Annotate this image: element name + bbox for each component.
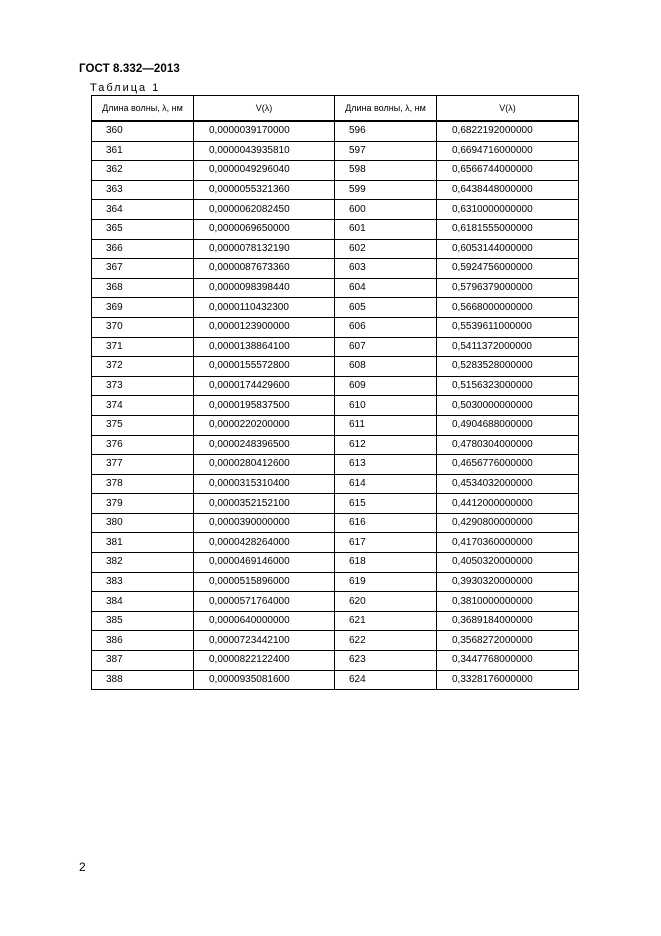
v-lambda-cell: 0,0000138864100 — [194, 337, 335, 357]
v-lambda-cell: 0,0000087673360 — [194, 259, 335, 279]
wavelength-cell: 383 — [92, 572, 194, 592]
v-lambda-cell: 0,0000723442100 — [194, 631, 335, 651]
wavelength-cell: 619 — [335, 572, 437, 592]
wavelength-cell: 602 — [335, 239, 437, 259]
v-lambda-cell: 0,0000390000000 — [194, 513, 335, 533]
table-row — [92, 494, 579, 514]
wavelength-cell: 380 — [92, 513, 194, 533]
v-lambda-cell: 0,0000640000000 — [194, 611, 335, 631]
table-row — [92, 474, 579, 494]
v-lambda-cell: 0,4290800000000 — [437, 513, 579, 533]
wavelength-cell: 613 — [335, 455, 437, 475]
wavelength-cell: 600 — [335, 200, 437, 220]
v-lambda-cell: 0,0000098398440 — [194, 278, 335, 298]
column-header-wavelength: Длина волны, λ, нм — [335, 96, 437, 122]
column-header-v-lambda: V(λ) — [437, 96, 579, 122]
wavelength-cell: 601 — [335, 219, 437, 239]
v-lambda-cell: 0,5796379000000 — [437, 278, 579, 298]
wavelength-cell: 369 — [92, 298, 194, 318]
v-lambda-cell: 0,0000055321360 — [194, 180, 335, 200]
table-row — [92, 670, 579, 690]
table-row — [92, 376, 579, 396]
wavelength-cell: 373 — [92, 376, 194, 396]
v-lambda-cell: 0,4904688000000 — [437, 415, 579, 435]
table-row — [92, 239, 579, 259]
v-lambda-cell: 0,0000174429600 — [194, 376, 335, 396]
wavelength-cell: 375 — [92, 415, 194, 435]
table-row — [92, 357, 579, 377]
v-lambda-cell: 0,0000428264000 — [194, 533, 335, 553]
wavelength-cell: 615 — [335, 494, 437, 514]
v-lambda-cell: 0,4534032000000 — [437, 474, 579, 494]
wavelength-cell: 611 — [335, 415, 437, 435]
table-row — [92, 180, 579, 200]
column-header-v-lambda: V(λ) — [194, 96, 335, 122]
v-lambda-cell: 0,6438448000000 — [437, 180, 579, 200]
v-lambda-cell: 0,0000123900000 — [194, 317, 335, 337]
table-row — [92, 572, 579, 592]
v-lambda-cell: 0,5539611000000 — [437, 317, 579, 337]
wavelength-cell: 361 — [92, 141, 194, 161]
v-lambda-cell: 0,5668000000000 — [437, 298, 579, 318]
v-lambda-cell: 0,6053144000000 — [437, 239, 579, 259]
v-lambda-cell: 0,6566744000000 — [437, 161, 579, 181]
table-row — [92, 278, 579, 298]
v-lambda-cell: 0,6822192000000 — [437, 121, 579, 141]
v-lambda-cell: 0,0000571764000 — [194, 592, 335, 612]
table-row — [92, 259, 579, 279]
table-row — [92, 337, 579, 357]
wavelength-cell: 371 — [92, 337, 194, 357]
wavelength-cell: 612 — [335, 435, 437, 455]
wavelength-cell: 374 — [92, 396, 194, 416]
table-row — [92, 141, 579, 161]
v-lambda-cell: 0,0000110432300 — [194, 298, 335, 318]
wavelength-cell: 372 — [92, 357, 194, 377]
v-lambda-cell: 0,6694716000000 — [437, 141, 579, 161]
v-lambda-cell: 0,0000195837500 — [194, 396, 335, 416]
v-lambda-cell: 0,5924756000000 — [437, 259, 579, 279]
wavelength-cell: 362 — [92, 161, 194, 181]
table-row — [92, 317, 579, 337]
wavelength-cell: 604 — [335, 278, 437, 298]
wavelength-cell: 368 — [92, 278, 194, 298]
wavelength-cell: 607 — [335, 337, 437, 357]
wavelength-cell: 597 — [335, 141, 437, 161]
table-row — [92, 611, 579, 631]
wavelength-cell: 608 — [335, 357, 437, 377]
wavelength-cell: 386 — [92, 631, 194, 651]
v-lambda-cell: 0,5283528000000 — [437, 357, 579, 377]
wavelength-cell: 366 — [92, 239, 194, 259]
wavelength-cell: 621 — [335, 611, 437, 631]
v-lambda-cell: 0,0000043935810 — [194, 141, 335, 161]
table-body — [92, 121, 579, 690]
wavelength-cell: 377 — [92, 455, 194, 475]
wavelength-cell: 367 — [92, 259, 194, 279]
table-row — [92, 396, 579, 416]
v-lambda-cell: 0,0000280412600 — [194, 455, 335, 475]
v-lambda-cell: 0,3328176000000 — [437, 670, 579, 690]
v-lambda-cell: 0,0000078132190 — [194, 239, 335, 259]
v-lambda-cell: 0,0000248396500 — [194, 435, 335, 455]
v-lambda-cell: 0,0000315310400 — [194, 474, 335, 494]
wavelength-cell: 381 — [92, 533, 194, 553]
wavelength-cell: 365 — [92, 219, 194, 239]
column-header-wavelength: Длина волны, λ, нм — [92, 96, 194, 122]
wavelength-cell: 622 — [335, 631, 437, 651]
wavelength-cell: 624 — [335, 670, 437, 690]
wavelength-cell: 606 — [335, 317, 437, 337]
wavelength-cell: 599 — [335, 180, 437, 200]
wavelength-cell: 609 — [335, 376, 437, 396]
wavelength-cell: 387 — [92, 651, 194, 671]
v-lambda-cell: 0,3568272000000 — [437, 631, 579, 651]
wavelength-cell: 620 — [335, 592, 437, 612]
wavelength-cell: 623 — [335, 651, 437, 671]
table-row — [92, 651, 579, 671]
wavelength-cell: 603 — [335, 259, 437, 279]
table-row — [92, 592, 579, 612]
v-lambda-cell: 0,5411372000000 — [437, 337, 579, 357]
v-lambda-cell: 0,6181555000000 — [437, 219, 579, 239]
v-lambda-cell: 0,4780304000000 — [437, 435, 579, 455]
table-row — [92, 513, 579, 533]
v-lambda-cell: 0,4170360000000 — [437, 533, 579, 553]
wavelength-cell: 363 — [92, 180, 194, 200]
wavelength-cell: 376 — [92, 435, 194, 455]
v-lambda-cell: 0,0000822122400 — [194, 651, 335, 671]
wavelength-cell: 384 — [92, 592, 194, 612]
document-code: ГОСТ 8.332—2013 — [79, 63, 180, 75]
page-number: 2 — [79, 860, 86, 874]
v-lambda-cell: 0,0000515896000 — [194, 572, 335, 592]
wavelength-cell: 378 — [92, 474, 194, 494]
table-caption: Таблица 1 — [90, 82, 161, 94]
wavelength-cell: 370 — [92, 317, 194, 337]
v-lambda-cell: 0,5156323000000 — [437, 376, 579, 396]
v-lambda-cell: 0,0000220200000 — [194, 415, 335, 435]
v-lambda-cell: 0,0000352152100 — [194, 494, 335, 514]
wavelength-cell: 364 — [92, 200, 194, 220]
wavelength-cell: 614 — [335, 474, 437, 494]
table-row — [92, 298, 579, 318]
wavelength-cell: 379 — [92, 494, 194, 514]
wavelength-cell: 596 — [335, 121, 437, 141]
v-lambda-cell: 0,0000469146000 — [194, 553, 335, 573]
table-row — [92, 435, 579, 455]
v-lambda-cell: 0,4050320000000 — [437, 553, 579, 573]
v-lambda-cell: 0,4656776000000 — [437, 455, 579, 475]
wavelength-cell: 388 — [92, 670, 194, 690]
table-row — [92, 533, 579, 553]
v-lambda-cell: 0,0000069650000 — [194, 219, 335, 239]
table-row — [92, 161, 579, 181]
wavelength-cell: 617 — [335, 533, 437, 553]
wavelength-cell: 598 — [335, 161, 437, 181]
v-lambda-cell: 0,0000062082450 — [194, 200, 335, 220]
table-row — [92, 200, 579, 220]
v-lambda-cell: 0,4412000000000 — [437, 494, 579, 514]
table-header-row — [92, 96, 579, 122]
wavelength-cell: 616 — [335, 513, 437, 533]
v-lambda-cell: 0,0000049296040 — [194, 161, 335, 181]
wavelength-cell: 610 — [335, 396, 437, 416]
v-lambda-cell: 0,6310000000000 — [437, 200, 579, 220]
v-lambda-cell: 0,0000039170000 — [194, 121, 335, 141]
table-row — [92, 219, 579, 239]
wavelength-cell: 605 — [335, 298, 437, 318]
v-lambda-cell: 0,3689184000000 — [437, 611, 579, 631]
table-row — [92, 415, 579, 435]
v-lambda-cell: 0,3447768000000 — [437, 651, 579, 671]
table-row — [92, 455, 579, 475]
v-lambda-cell: 0,0000155572800 — [194, 357, 335, 377]
wavelength-cell: 382 — [92, 553, 194, 573]
v-lambda-cell: 0,3930320000000 — [437, 572, 579, 592]
v-lambda-cell: 0,0000935081600 — [194, 670, 335, 690]
luminous-efficiency-table — [91, 95, 579, 690]
wavelength-cell: 360 — [92, 121, 194, 141]
table-row — [92, 631, 579, 651]
v-lambda-cell: 0,5030000000000 — [437, 396, 579, 416]
wavelength-cell: 618 — [335, 553, 437, 573]
wavelength-cell: 385 — [92, 611, 194, 631]
v-lambda-cell: 0,3810000000000 — [437, 592, 579, 612]
table-row — [92, 121, 579, 141]
table-row — [92, 553, 579, 573]
